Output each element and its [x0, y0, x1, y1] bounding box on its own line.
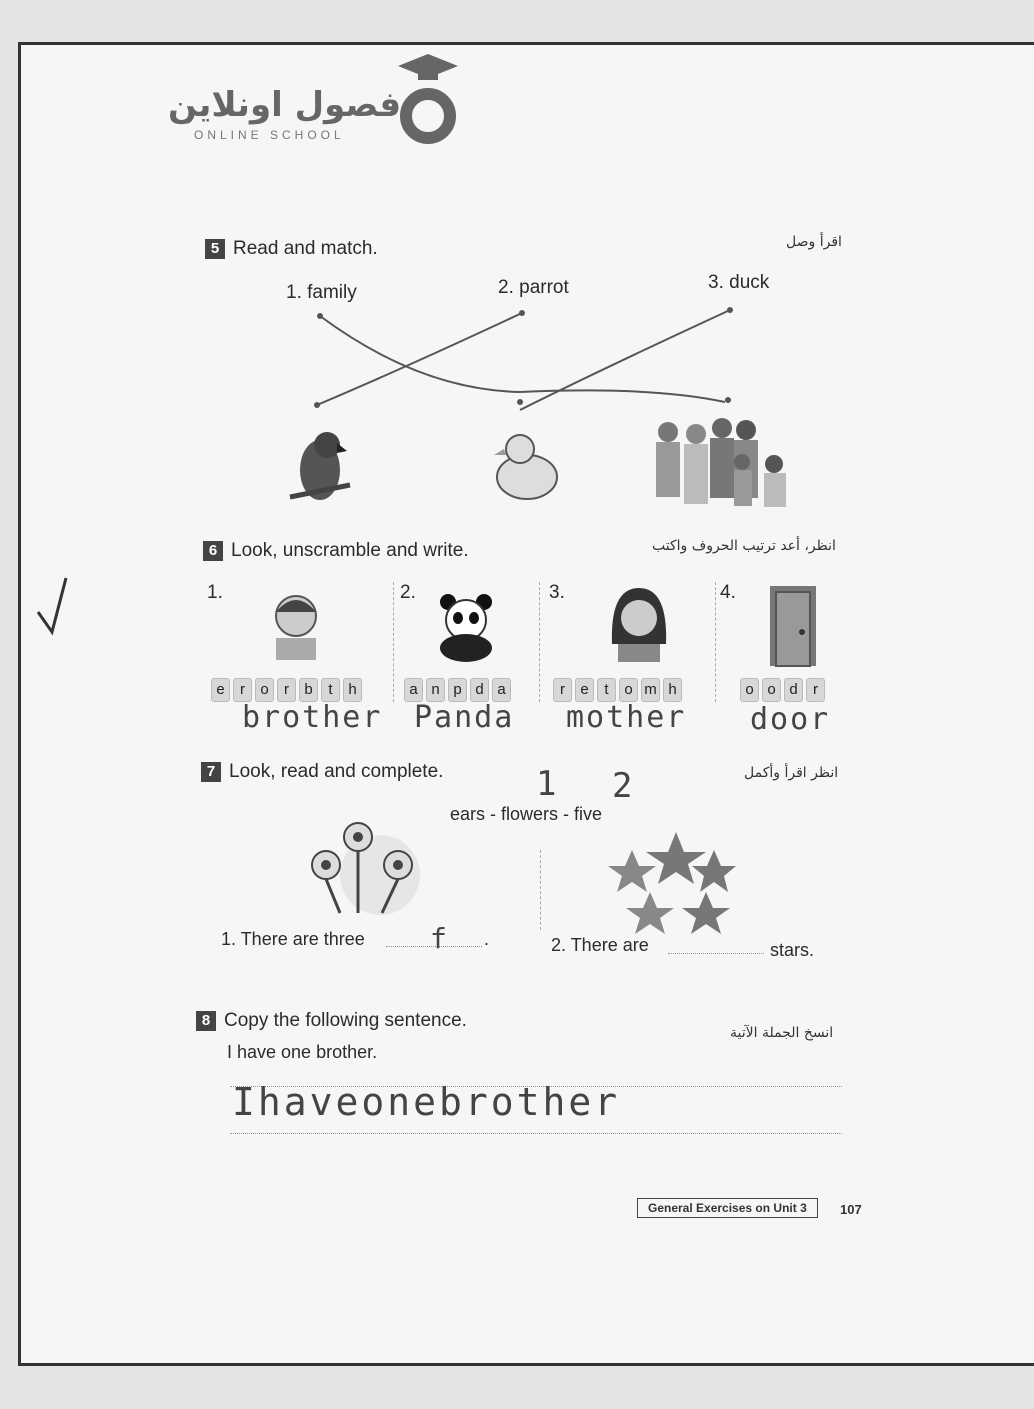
logo-arabic: فصول اونلاين [168, 85, 402, 125]
duck-picture [492, 425, 562, 505]
divider [540, 850, 541, 930]
divider [539, 582, 540, 702]
answer-blank-1[interactable]: f [430, 922, 449, 955]
section7-title: Look, read and complete. [229, 761, 444, 782]
sentence-2: 2. There are [551, 935, 649, 955]
footer-unit-label: General Exercises on Unit 3 [637, 1198, 818, 1218]
handwritten-mark-2: 2 [612, 766, 635, 806]
section7-arabic: انظر اقرأ وأكمل [744, 765, 839, 781]
section8-number: 8 [196, 1011, 216, 1031]
sentence-1-end: . [484, 929, 490, 949]
scrambled-letters-2 [404, 678, 511, 702]
divider [715, 582, 716, 702]
writing-line-bottom [230, 1133, 842, 1134]
stars-picture [608, 830, 738, 935]
match-word-family: 1. family [286, 282, 357, 303]
letter-tile: p [448, 678, 467, 702]
parrot-picture [285, 425, 355, 515]
letter-tile: r [553, 678, 572, 702]
letter-tile: d [784, 678, 803, 702]
answer-panda[interactable]: Panda [414, 700, 515, 735]
section6-title: Look, unscramble and write. [231, 540, 469, 561]
handwritten-mark-1: 1 [536, 764, 559, 804]
letter-tile: a [492, 678, 511, 702]
letter-tile: t [597, 678, 616, 702]
section6-number: 6 [203, 541, 223, 561]
copied-sentence-answer[interactable]: Ihaveonebrother [232, 1080, 621, 1124]
boy-picture [266, 590, 326, 662]
answer-brother[interactable]: brother [242, 700, 383, 735]
letter-tile: h [343, 678, 362, 702]
section8-arabic: انسخ الجملة الآتية [730, 1025, 834, 1041]
section7-number: 7 [201, 762, 221, 782]
match-word-parrot: 2. parrot [498, 277, 569, 298]
item-number: 2. [400, 582, 416, 603]
mother-picture [606, 584, 672, 664]
panda-picture [434, 592, 500, 662]
section5-number: 5 [205, 239, 225, 259]
letter-tile: m [641, 678, 660, 702]
letter-tile: r [233, 678, 252, 702]
scrambled-letters-3 [553, 678, 682, 702]
letter-tile: o [619, 678, 638, 702]
letter-tile: o [740, 678, 759, 702]
item-number: 1. [207, 582, 223, 603]
check-mark-handwritten [30, 572, 80, 642]
letter-tile: a [404, 678, 423, 702]
letter-tile: t [321, 678, 340, 702]
sentence-to-copy: I have one brother. [227, 1042, 378, 1062]
family-picture [648, 412, 798, 517]
item-number: 4. [720, 582, 736, 603]
section8-heading [196, 1010, 467, 1032]
answer-door[interactable]: door [750, 702, 831, 737]
item-number: 3. [549, 582, 565, 603]
logo-english: ONLINE SCHOOL [194, 128, 345, 142]
letter-tile: h [663, 678, 682, 702]
page-number: 107 [840, 1202, 862, 1217]
divider [393, 582, 394, 702]
section6-heading [203, 540, 469, 562]
letter-tile: o [255, 678, 274, 702]
word-bank: ears - flowers - five [450, 804, 603, 824]
scrambled-letters-1 [211, 678, 362, 702]
letter-tile: n [426, 678, 445, 702]
sentence-1: 1. There are three [221, 929, 365, 949]
answer-mother[interactable]: mother [566, 700, 687, 735]
scrambled-letters-4 [740, 678, 825, 702]
letter-tile: r [277, 678, 296, 702]
section7-heading [201, 761, 443, 783]
section6-arabic: انظر، أعد ترتيب الحروف واكتب [652, 538, 836, 554]
door-picture [768, 584, 818, 668]
letter-tile: d [470, 678, 489, 702]
letter-tile: e [575, 678, 594, 702]
sentence-2-end: stars. [770, 940, 815, 960]
letter-tile: r [806, 678, 825, 702]
flowers-picture [300, 815, 425, 920]
letter-tile: e [211, 678, 230, 702]
section5-title: Read and match. [233, 238, 378, 259]
section8-title: Copy the following sentence. [224, 1010, 467, 1031]
match-word-duck: 3. duck [708, 272, 770, 293]
letter-tile: o [762, 678, 781, 702]
blank-line-2[interactable] [668, 953, 764, 954]
letter-tile: b [299, 678, 318, 702]
section5-arabic: اقرأ وصل [786, 234, 842, 250]
